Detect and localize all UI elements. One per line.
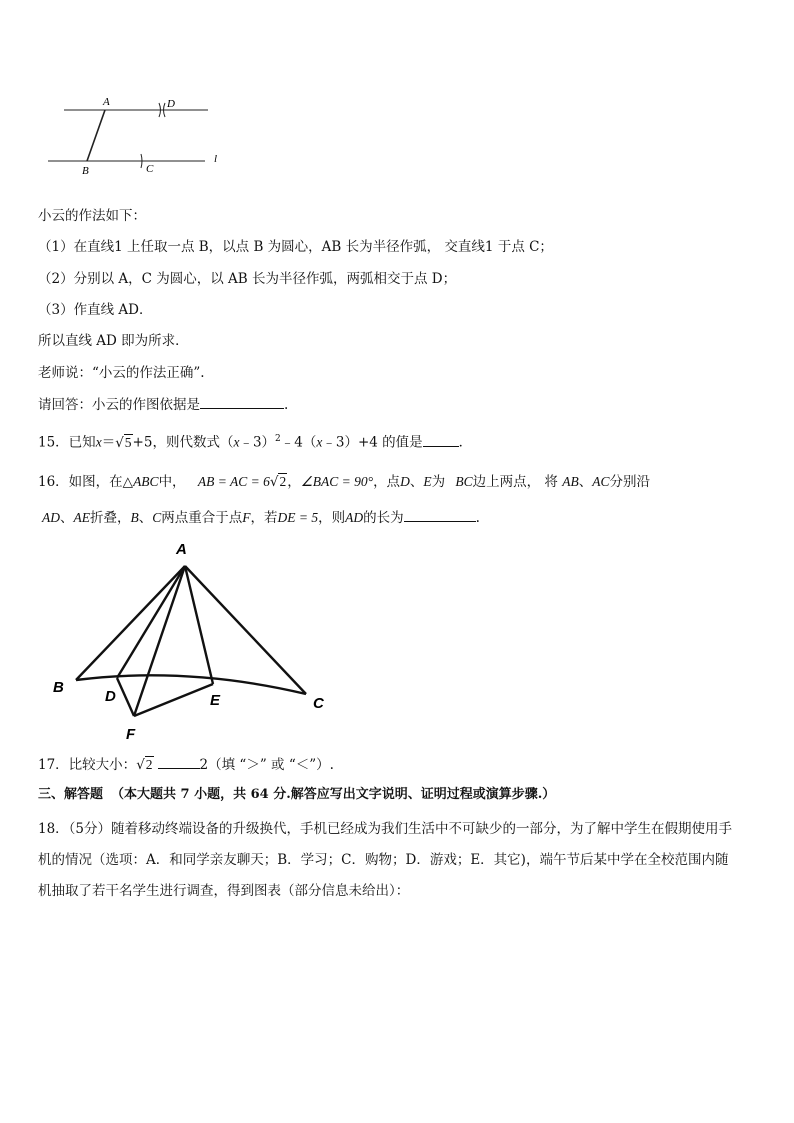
construction-step-2: （2）分别以 A，C 为圆心，以 AB 长为半径作弧，两弧相交于点 D； bbox=[38, 271, 457, 287]
construction-step-3: （3）作直线 AD． bbox=[38, 302, 153, 318]
question-16-line-1: 16．如图，在△ABC中， AB = AC = 6√2，∠BAC = 90°，点D、E为 BC边上两点， 将 AB、AC分别沿 bbox=[38, 474, 650, 490]
construction-conclusion: 所以直线 AD 即为所求． bbox=[38, 333, 189, 349]
section-3-heading: 三、解答题 （本大题共 7 小题，共 64 分.解答应写出文字说明、证明过程或演算步骤.） bbox=[38, 787, 556, 802]
construction-step-1: （1）在直线1 上任取一点 B，以点 B 为圆心，AB 长为半径作弧， 交直线1 于点 C； bbox=[38, 239, 553, 255]
label-d: D bbox=[167, 98, 175, 110]
construction-figure bbox=[40, 90, 240, 180]
label-c: C bbox=[313, 695, 324, 712]
label-a: A bbox=[176, 541, 187, 558]
segment-ae bbox=[185, 566, 213, 684]
question-18-line-3: 机抽取了若干名学生进行调查，得到图表（部分信息未给出）： bbox=[38, 883, 410, 899]
question-18-line-1: 18．（5分）随着移动终端设备的升级换代，手机已经成为我们生活中不可缺少的一部分，为了解中学生在假期使用手 bbox=[38, 821, 733, 837]
segment-ef bbox=[134, 684, 213, 716]
answer-blank[interactable] bbox=[200, 395, 284, 409]
label-d: D bbox=[105, 688, 116, 705]
answer-blank[interactable] bbox=[404, 508, 476, 522]
segment-af bbox=[134, 566, 185, 716]
teacher-comment: 老师说：“小云的作法正确”. bbox=[38, 365, 205, 381]
segment-df bbox=[117, 678, 134, 716]
question-15: 15．已知x＝√5+5，则代数式（x﹣3）$^2$﹣4（x﹣3）+4 的值是 ． bbox=[38, 434, 473, 451]
construction-intro: 小云的作法如下： bbox=[38, 208, 146, 224]
construction-question: 请回答：小云的作图依据是 . bbox=[38, 397, 289, 413]
label-a: A bbox=[103, 96, 110, 108]
edge-ab bbox=[76, 566, 185, 680]
question-16-line-2: AD、AE折叠，B、C两点重合于点F，若DE = 5，则AD的长为 . bbox=[42, 510, 480, 526]
question-17: 17．比较大小：√2 2（填 “＞” 或 “＜”）. bbox=[38, 757, 334, 773]
answer-blank[interactable] bbox=[423, 433, 459, 447]
answer-blank[interactable] bbox=[158, 755, 200, 769]
label-c: C bbox=[146, 163, 154, 175]
segment-ad bbox=[117, 566, 185, 678]
label-b: B bbox=[82, 165, 89, 177]
folding-triangle-figure bbox=[48, 538, 338, 748]
question-18-line-2: 机的情况（选项：A．和同学亲友聊天；B．学习；C．购物；D．游戏；E．其它)，端午节后某中学在全校范围内随 bbox=[38, 852, 729, 868]
segment-ab bbox=[87, 110, 105, 161]
edge-ac bbox=[185, 566, 306, 694]
label-e: E bbox=[210, 692, 221, 709]
label-l: l bbox=[214, 153, 218, 165]
label-f: F bbox=[126, 726, 136, 743]
label-b: B bbox=[53, 679, 64, 696]
